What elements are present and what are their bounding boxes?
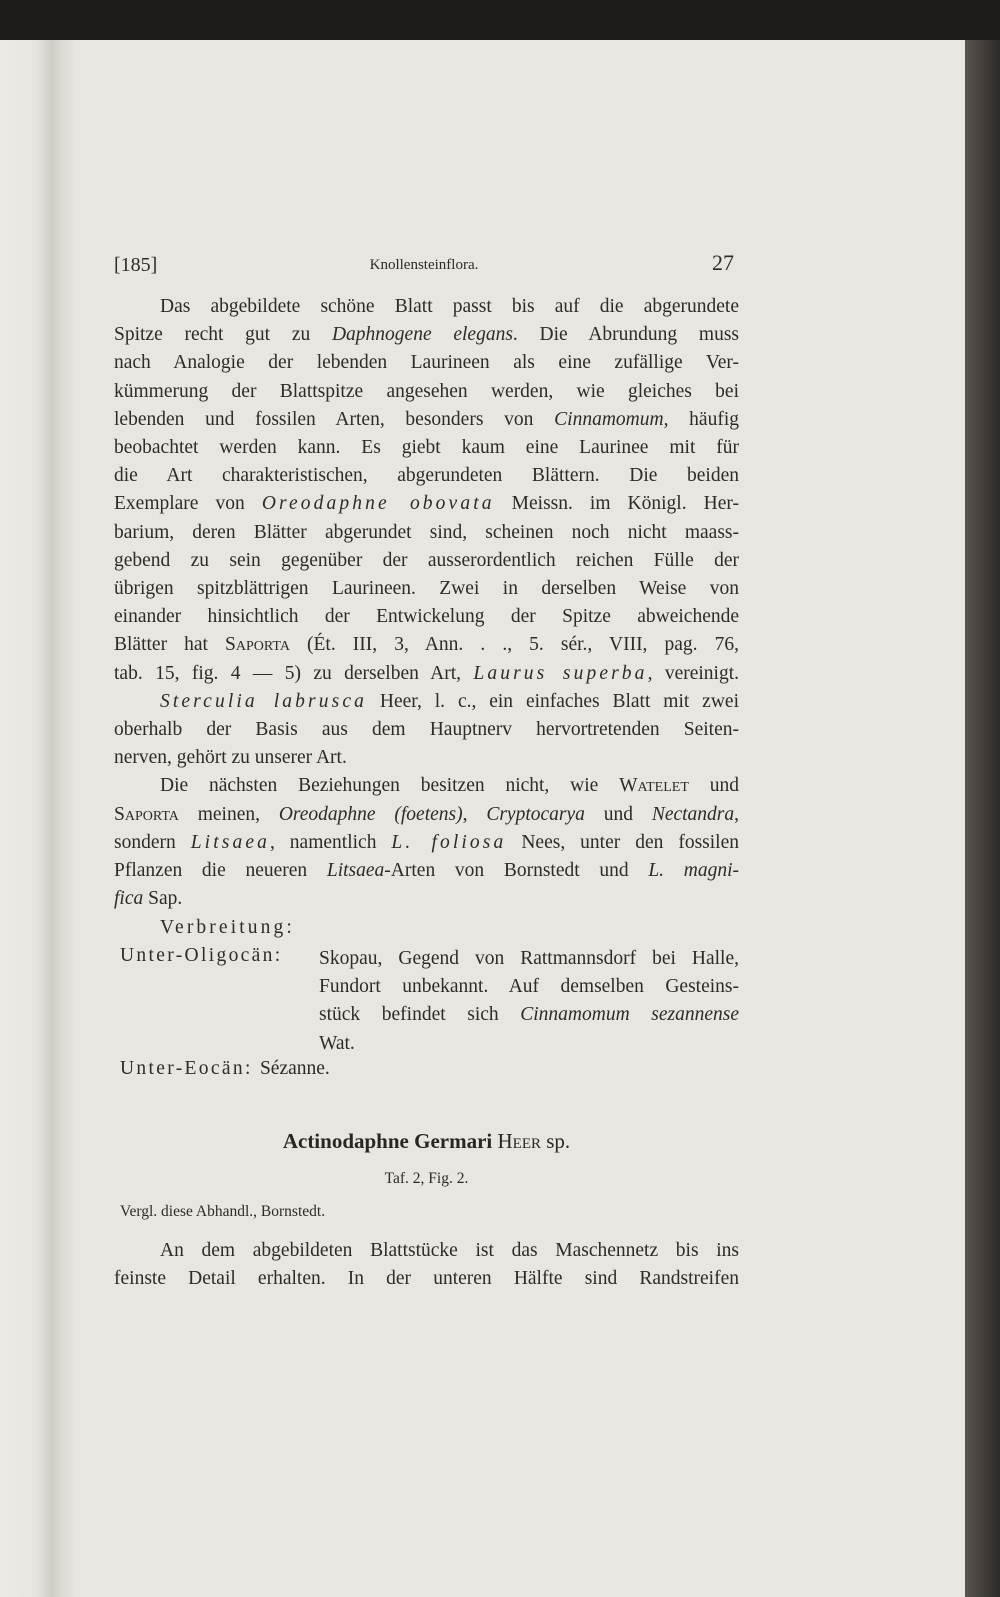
plate-reference: Taf. 2, Fig. 2. [384, 1170, 469, 1187]
literature-reference: Vergl. diese Abhandl., Bornstedt. [120, 1203, 326, 1220]
text-line: Fundort unbekannt. Auf demselben Gesteins- [319, 976, 739, 998]
distribution-label-eocene: Unter-Eocän: Sézanne. [120, 1058, 330, 1079]
text-line: Wat. [319, 1032, 355, 1054]
text-line: feinste Detail erhalten. In der unteren Hälfte sind Randstreifen [114, 1268, 739, 1290]
running-title: Knollensteinflora. [369, 257, 479, 273]
text-line: An dem abgebildeten Blattstücke ist das Maschennetz bis ins [160, 1240, 739, 1261]
species-heading [114, 1129, 739, 1154]
distribution-eocene-value: Sézanne. [259, 1058, 330, 1079]
text-line: Das abgebildete schöne Blatt passt bis auf die abgerundete [160, 296, 739, 317]
text-line: oberhalb der Basis aus dem Hauptnerv hervortretenden Seiten- [114, 719, 739, 741]
text-line: übrigen spitzblättrigen Laurineen. Zwei in derselben Weise von [114, 578, 739, 600]
text-line: Exemplare von Oreodaphne obovata Meissn. im Königl. Her- [114, 493, 739, 515]
distribution-heading: Verbreitung: [160, 917, 295, 938]
text-line: barium, deren Blätter abgerundet sind, scheinen noch nicht maass- [114, 521, 739, 543]
distribution-oligocene-text [319, 945, 739, 1058]
facing-page-edge [0, 40, 50, 1597]
book-gutter [50, 40, 75, 1597]
text-line: Die nächsten Beziehungen besitzen nicht, wie Watelet und [160, 775, 739, 797]
text-line: gebend zu sein gegenüber der ausserordentlich reichen Fülle der [114, 549, 739, 571]
species-suffix: sp. [546, 1129, 571, 1153]
text-line: Sterculia labrusca Heer, l. c., ein einfaches Blatt mit zwei [160, 690, 739, 712]
text-line: tab. 15, fig. 4 — 5) zu derselben Art, Laurus superba, vereinigt. [114, 662, 739, 684]
main-paragraphs [114, 293, 739, 913]
text-line: Skopau, Gegend von Rattmannsdorf bei Halle, [319, 948, 739, 969]
text-line: fica Sap. [114, 888, 183, 910]
section-page-number: [185] [114, 254, 158, 276]
text-line: nerven, gehört zu unserer Art. [114, 747, 347, 769]
text-line: stück befindet sich Cinnamomum sezannense [319, 1004, 739, 1026]
text-line: lebenden und fossilen Arten, besonders von Cinnamomum, häufig [114, 408, 739, 430]
text-line: Spitze recht gut zu Daphnogene elegans. Die Abrundung muss [114, 324, 739, 346]
page-number: 27 [712, 250, 734, 275]
distribution-label-oligocene: Unter-Oligocän: [120, 945, 283, 966]
text-line: sondern Litsaea, namentlich L. foliosa Nees, unter den fossilen [114, 831, 739, 853]
text-line: beobachtet werden kann. Es giebt kaum eine Laurinee mit für [114, 437, 739, 459]
text-line: Blätter hat Saporta (Ét. III, 3, Ann. . ., 5. sér., VIII, pag. 76, [114, 634, 739, 656]
scan-background-right [965, 40, 1000, 1597]
text-line: nach Analogie der lebenden Laurineen als eine zufällige Ver- [114, 352, 739, 374]
species-author: Heer [497, 1129, 541, 1153]
text-line: einander hinsichtlich der Entwickelung der Spitze abweichende [114, 606, 739, 628]
running-header [114, 250, 734, 280]
species-name: Actinodaphne Germari [282, 1129, 493, 1153]
text-line: kümmerung der Blattspitze angesehen werden, wie gleiches bei [114, 380, 739, 402]
text-line: die Art charakteristischen, abgerundeten Blättern. Die beiden [114, 465, 739, 487]
species-description [114, 1237, 739, 1293]
text-line: Saporta meinen, Oreodaphne (foetens), Cryptocarya und Nectandra, [114, 803, 740, 825]
scan-background-top [0, 0, 1000, 40]
text-line: Pflanzen die neueren Litsaea-Arten von Bornstedt und L. magni- [114, 860, 739, 882]
